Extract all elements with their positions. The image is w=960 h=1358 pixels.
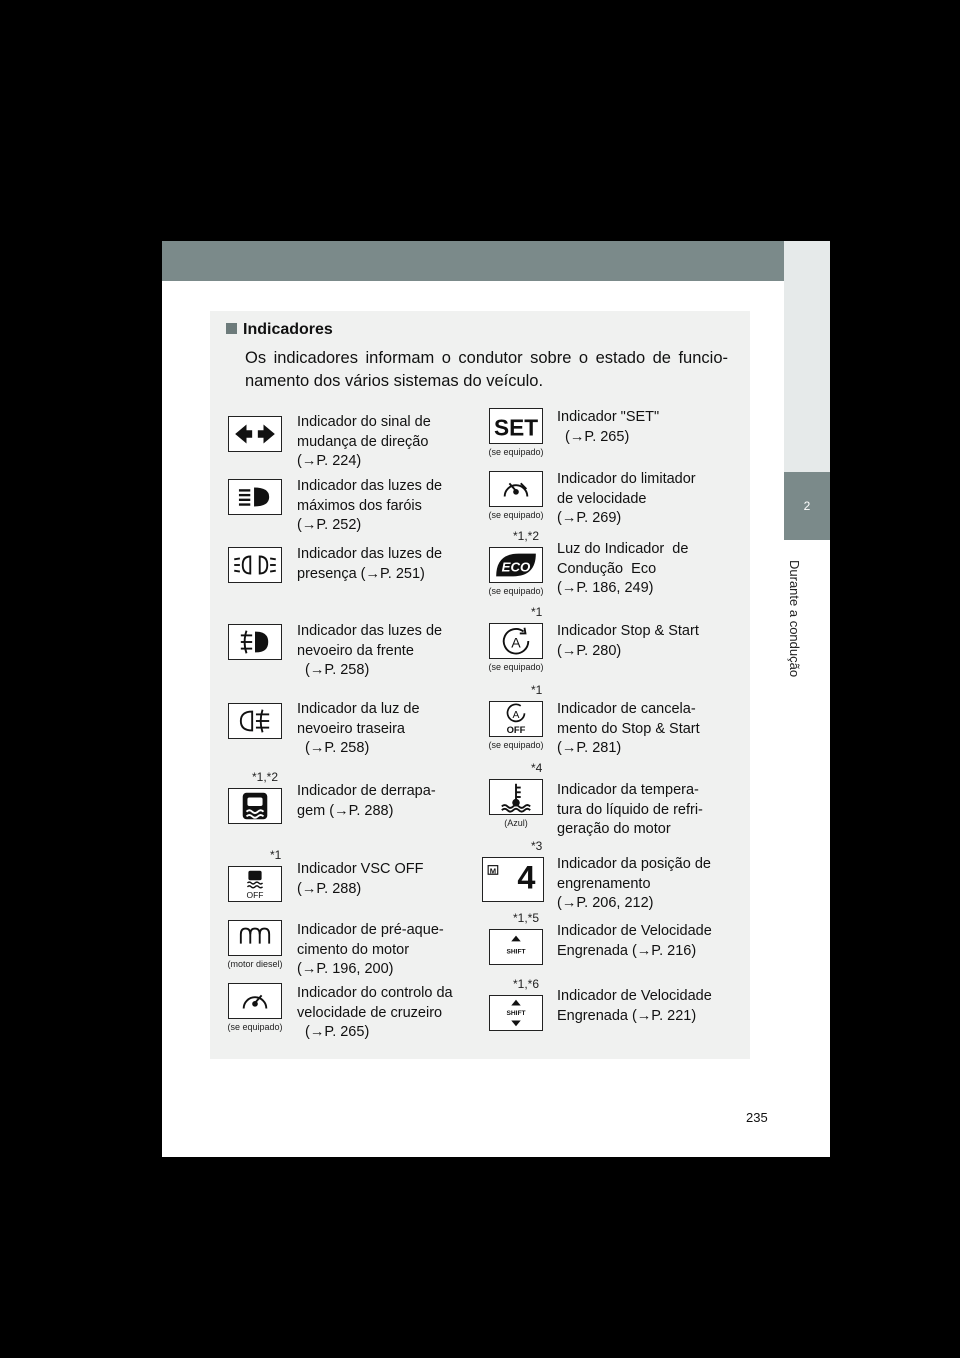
svg-text:SHIFT: SHIFT <box>506 1009 526 1017</box>
svg-text:A: A <box>512 710 520 722</box>
description-line: (→P. 186, 249) <box>557 580 654 596</box>
svg-text:4: 4 <box>517 859 536 896</box>
footnote-marker: *1,*5 <box>513 911 540 925</box>
vsc-off-icon <box>228 866 282 902</box>
stop-start-off-icon <box>489 701 543 737</box>
description-line: Indicador da posição de <box>557 856 711 872</box>
svg-text:M: M <box>489 866 497 876</box>
footnote-marker: *3 <box>531 839 543 853</box>
intro-paragraph: Os indicadores informam o condutor sobre o estado de funcio- namento dos vários sistemas do veículo. <box>245 349 728 390</box>
indicator-description <box>297 860 424 899</box>
indicator-description <box>297 984 453 1043</box>
footnote-marker: *1 <box>531 683 543 697</box>
indicator-description <box>297 477 442 536</box>
description-line: máximos dos faróis <box>297 497 422 514</box>
eco-icon <box>489 547 543 583</box>
indicator-description <box>297 413 431 472</box>
indicator-description <box>557 781 703 840</box>
description-line: nevoeiro traseira <box>297 720 405 737</box>
description-line: (→P. 258) <box>297 740 370 756</box>
description-line: Indicador de cancela- <box>557 701 696 717</box>
indicator-description <box>557 855 711 914</box>
set-icon <box>489 408 543 444</box>
footnote-marker: *4 <box>531 761 543 775</box>
description-line: (→P. 252) <box>297 517 362 533</box>
indicator-description <box>557 922 712 961</box>
indicator-description <box>557 408 659 447</box>
description-line: mudança de direção <box>297 433 429 450</box>
description-line: Indicador de Velocidade <box>557 988 712 1004</box>
header-bar <box>162 241 830 281</box>
shift-up-icon <box>489 929 543 965</box>
page-number: 235 <box>746 1110 768 1125</box>
indicator-description <box>297 545 442 584</box>
footnote-marker: *1,*2 <box>513 529 540 543</box>
description-line: Indicador das luzes de <box>297 546 443 562</box>
description-line: Indicador de pré-aque- <box>297 922 444 938</box>
indicator-description <box>297 782 436 821</box>
description-line: (→P. 281) <box>557 740 622 756</box>
description-line: presença (→P. 251) <box>297 565 425 582</box>
description-line: (→P. 269) <box>557 510 622 526</box>
description-line: nevoeiro da frente <box>297 642 414 659</box>
indicator-description <box>297 700 420 759</box>
description-line: (→P. 265) <box>297 1024 370 1040</box>
high-beam-icon <box>228 479 282 515</box>
description-line: gem (→P. 288) <box>297 802 394 819</box>
description-line: Engrenada (→P. 221) <box>557 1007 697 1024</box>
description-line: cimento do motor <box>297 941 410 958</box>
description-line: (→P. 280) <box>557 642 622 659</box>
tail-light-icon <box>228 547 282 583</box>
description-line: Indicador da tempera- <box>557 782 699 798</box>
svg-text:SET: SET <box>493 414 539 441</box>
svg-text:OFF: OFF <box>246 890 264 901</box>
description-line: velocidade de cruzeiro <box>297 1004 443 1021</box>
indicator-description <box>557 622 699 661</box>
icon-note: (se equipado) <box>488 510 544 520</box>
footnote-marker: *1,*6 <box>513 977 540 991</box>
description-line: Indicador das luzes de <box>297 478 443 494</box>
indicator-description <box>557 987 712 1026</box>
icon-note: (se equipado) <box>488 740 544 750</box>
description-line: Indicador do sinal de <box>297 414 431 430</box>
rear-fog-icon <box>228 703 282 739</box>
description-line: mento do Stop & Start <box>557 720 700 737</box>
description-line: Indicador Stop & Start <box>557 623 699 639</box>
description-line: Indicador de Velocidade <box>557 923 712 939</box>
icon-note: (motor diesel) <box>227 959 283 969</box>
footnote-marker: *1 <box>531 605 543 619</box>
indicator-description <box>557 540 688 599</box>
description-line: Indicador do limitador <box>557 471 696 487</box>
section-title-tab: Durante a condução <box>787 560 802 678</box>
description-line: Indicador VSC OFF <box>297 861 424 877</box>
glow-plug-icon <box>228 920 282 956</box>
description-line: Indicador de derrapa- <box>297 783 436 799</box>
description-line: (→P. 258) <box>297 662 370 678</box>
description-line: Luz do Indicador de <box>557 541 689 557</box>
footnote-marker: *1 <box>270 848 282 862</box>
description-line: (→P. 206, 212) <box>557 895 654 911</box>
description-line: Condução Eco <box>557 560 657 577</box>
stop-start-icon <box>489 623 543 659</box>
description-line: de velocidade <box>557 490 647 507</box>
description-line: Indicador "SET" <box>557 409 660 425</box>
description-line: (→P. 265) <box>557 428 630 445</box>
slip-icon <box>228 788 282 824</box>
icon-note: (se equipado) <box>488 586 544 596</box>
description-line: (→P. 196, 200) <box>297 961 394 977</box>
side-tab-background <box>784 241 830 472</box>
description-line: (→P. 224) <box>297 453 362 469</box>
indicator-description <box>297 921 444 980</box>
description-line: tura do líquido de refri- <box>557 801 703 818</box>
icon-note: (se equipado) <box>227 1022 283 1032</box>
description-line: Indicador das luzes de <box>297 623 443 639</box>
section-heading: Indicadores <box>226 321 333 339</box>
description-line: engrenamento <box>557 875 651 892</box>
svg-text:A: A <box>511 635 521 652</box>
description-line: Indicador da luz de <box>297 701 420 717</box>
indicator-description <box>557 470 696 529</box>
svg-text:ECO: ECO <box>501 559 531 575</box>
icon-note: (Azul) <box>504 818 528 828</box>
description-line: geração do motor <box>557 821 671 837</box>
icon-note: (se equipado) <box>488 662 544 672</box>
shift-updown-icon <box>489 995 543 1031</box>
indicator-description <box>297 622 442 681</box>
speed-limiter-icon <box>489 471 543 507</box>
svg-text:SHIFT: SHIFT <box>506 948 526 956</box>
description-line: Engrenada (→P. 216) <box>557 942 697 959</box>
front-fog-icon <box>228 624 282 660</box>
turn-signal-icon <box>228 416 282 452</box>
coolant-icon <box>489 779 543 815</box>
description-line: (→P. 288) <box>297 880 362 897</box>
svg-text:OFF: OFF <box>506 725 526 736</box>
icon-note: (se equipado) <box>488 447 544 457</box>
indicator-description <box>557 700 700 759</box>
cruise-icon <box>228 983 282 1019</box>
description-line: Indicador do controlo da <box>297 985 453 1001</box>
gear-position-icon <box>482 857 544 902</box>
bullet-square-icon <box>226 323 237 334</box>
section-number-tab[interactable]: 2 <box>784 472 830 540</box>
footnote-marker: *1,*2 <box>252 770 279 784</box>
